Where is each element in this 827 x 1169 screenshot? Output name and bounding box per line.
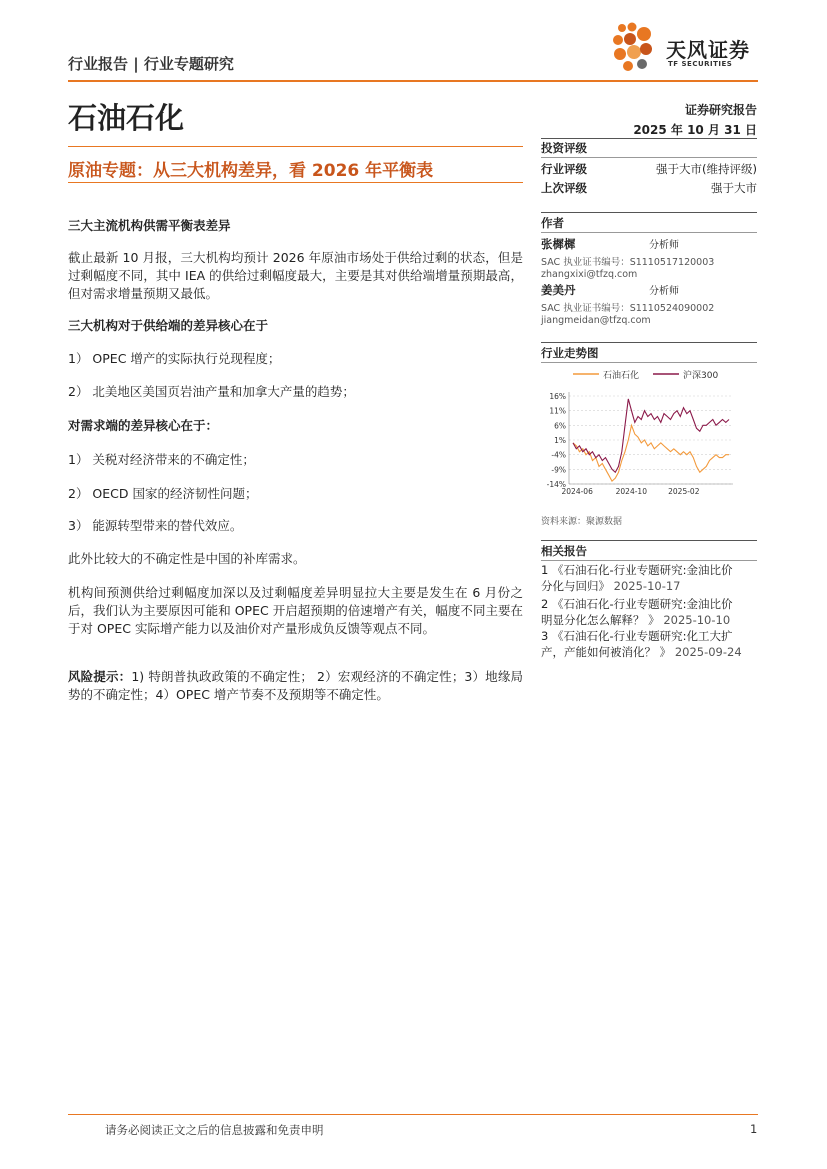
author-1 [541, 236, 757, 280]
supply-item-1: 1） OPEC 增产的实际执行兑现程度； [68, 351, 281, 366]
rating-subdivider [541, 157, 757, 158]
demand-item-2: 2） OECD 国家的经济韧性问题； [68, 486, 258, 501]
report-type: 证券研究报告 [684, 103, 757, 117]
related-heading: 相关报告 [541, 544, 587, 558]
risk-label: 风险提示： [68, 669, 132, 684]
trend-subdivider [541, 362, 757, 363]
related-report-2[interactable] [541, 596, 757, 628]
demand-item-3: 3） 能源转型带来的替代效应。 [68, 518, 243, 533]
author-divider [541, 212, 757, 213]
section-heading-demand: 对需求端的差异核心在于： [68, 418, 219, 433]
author-1-role: 分析师 [649, 240, 679, 251]
title-divider-top [68, 146, 523, 147]
rating-divider [541, 138, 757, 139]
y-tick-label: 1% [554, 436, 566, 445]
related-report-3-title[interactable]: 3 《石油石化-行业专题研究:化工大扩 [541, 629, 733, 643]
previous-rating-row [541, 180, 757, 196]
y-tick-label: 16% [549, 392, 566, 401]
report-date: 2025 年 10 月 31 日 [633, 123, 757, 137]
series-line [573, 399, 729, 472]
legend-label: 沪深300 [683, 371, 719, 381]
related-report-1[interactable] [541, 562, 757, 594]
series-line [573, 425, 729, 481]
y-tick-label: -9% [551, 465, 566, 475]
related-report-1-title[interactable]: 1 《石油石化-行业专题研究:金油比价 [541, 563, 733, 577]
industry-rating-value: 强于大市(维持评级) [656, 162, 757, 176]
related-report-2-title[interactable]: 2 《石油石化-行业专题研究:金油比价 [541, 597, 733, 611]
section-heading-balance: 三大主流机构供需平衡表差异 [68, 218, 231, 233]
demand-item-1: 1） 关税对经济带来的不确定性； [68, 452, 255, 467]
x-tick-label: 2025-02 [668, 487, 700, 496]
report-title: 原油专题：从三大机构差异，看 2026 年平衡表 [68, 161, 434, 181]
related-report-3-title-2[interactable]: 产，产能如何被消化？ 》 [541, 645, 672, 659]
related-divider [541, 540, 757, 541]
industry-trend-chart [541, 364, 757, 504]
footer-disclaimer: 请务必阅读正文之后的信息披露和免责申明 [105, 1123, 324, 1137]
report-category: 行业报告 | 行业专题研究 [68, 55, 234, 73]
related-subdivider [541, 560, 757, 561]
title-divider-bottom [68, 182, 523, 183]
industry-rating-label: 行业评级 [541, 162, 587, 176]
previous-rating-label: 上次评级 [541, 181, 587, 195]
page-number: 1 [750, 1122, 758, 1136]
industry-rating-row [541, 161, 757, 177]
chart-source: 资料来源：聚源数据 [541, 517, 623, 527]
related-report-1-title-2[interactable]: 分化与回归》 [541, 579, 610, 593]
paragraph-china-restock: 此外比较大的不确定性是中国的补库需求。 [68, 551, 306, 566]
legend-label: 石油石化 [603, 371, 640, 381]
y-tick-label: 11% [549, 406, 566, 416]
footer-divider [68, 1114, 758, 1115]
company-name-en: TF SECURITIES [668, 60, 733, 68]
author-2-role: 分析师 [649, 286, 679, 297]
company-name: 天风证券 [666, 38, 750, 62]
x-tick-label: 2024-06 [561, 487, 593, 496]
author-subdivider [541, 232, 757, 233]
y-tick-label: -14% [546, 480, 566, 489]
author-1-name: 张樨樨 [541, 237, 576, 251]
author-heading: 作者 [541, 216, 564, 230]
author-2 [541, 282, 757, 326]
risk-warning [68, 668, 523, 704]
y-tick-label: 6% [554, 421, 566, 431]
trend-heading: 行业走势图 [541, 346, 599, 360]
author-2-sac: SAC 执业证书编号：S1110524090002 [541, 303, 715, 314]
author-2-name: 姜美丹 [541, 283, 576, 297]
author-2-email[interactable]: jiangmeidan@tfzq.com [541, 315, 651, 326]
header-divider [68, 80, 758, 82]
section-heading-supply: 三大机构对于供给端的差异核心在于 [68, 318, 269, 333]
related-report-1-date: 2025-10-17 [613, 579, 681, 593]
risk-text: 1) 特朗普执政政策的不确定性； 2）宏观经济的不确定性；3）地缘局势的不确定性；4）OPEC 增产节奏不及预期等不确定性。 [68, 669, 523, 702]
sector-title: 石油石化 [68, 101, 185, 135]
trend-divider [541, 342, 757, 343]
related-report-2-title-2[interactable]: 明显分化怎么解释？ 》 [541, 613, 660, 627]
previous-rating-value: 强于大市 [711, 181, 757, 195]
author-1-email[interactable]: zhangxixi@tfzq.com [541, 269, 638, 280]
y-tick-label: -4% [551, 450, 566, 460]
related-report-2-date: 2025-10-10 [663, 613, 731, 627]
related-report-3-date: 2025-09-24 [674, 645, 742, 659]
x-tick-label: 2024-10 [615, 487, 647, 496]
rating-heading: 投资评级 [541, 141, 587, 155]
paragraph-divergence: 机构间预测供给过剩幅度加深以及过剩幅度差异明显拉大主要是发生在 6 月份之后，我们认为主要原因可能和 OPEC 开启超预期的倍速增产有关，幅度不同主要在于对 OPEC 实际增产能力以及油价对产量形成负反馈等观点不同。 [68, 585, 523, 636]
paragraph-summary: 截止最新 10 月报，三大机构均预计 2026 年原油市场处于供给过剩的状态，但是过剩幅度不同，其中 IEA 的供给过剩幅度最大，主要是其对供给端增量预期最高，但对需求增量预期又最低。 [68, 250, 523, 301]
supply-item-2: 2） 北美地区美国页岩油产量和加拿大产量的趋势； [68, 384, 355, 399]
related-report-3[interactable] [541, 628, 757, 660]
author-1-sac: SAC 执业证书编号：S1110517120003 [541, 257, 715, 268]
